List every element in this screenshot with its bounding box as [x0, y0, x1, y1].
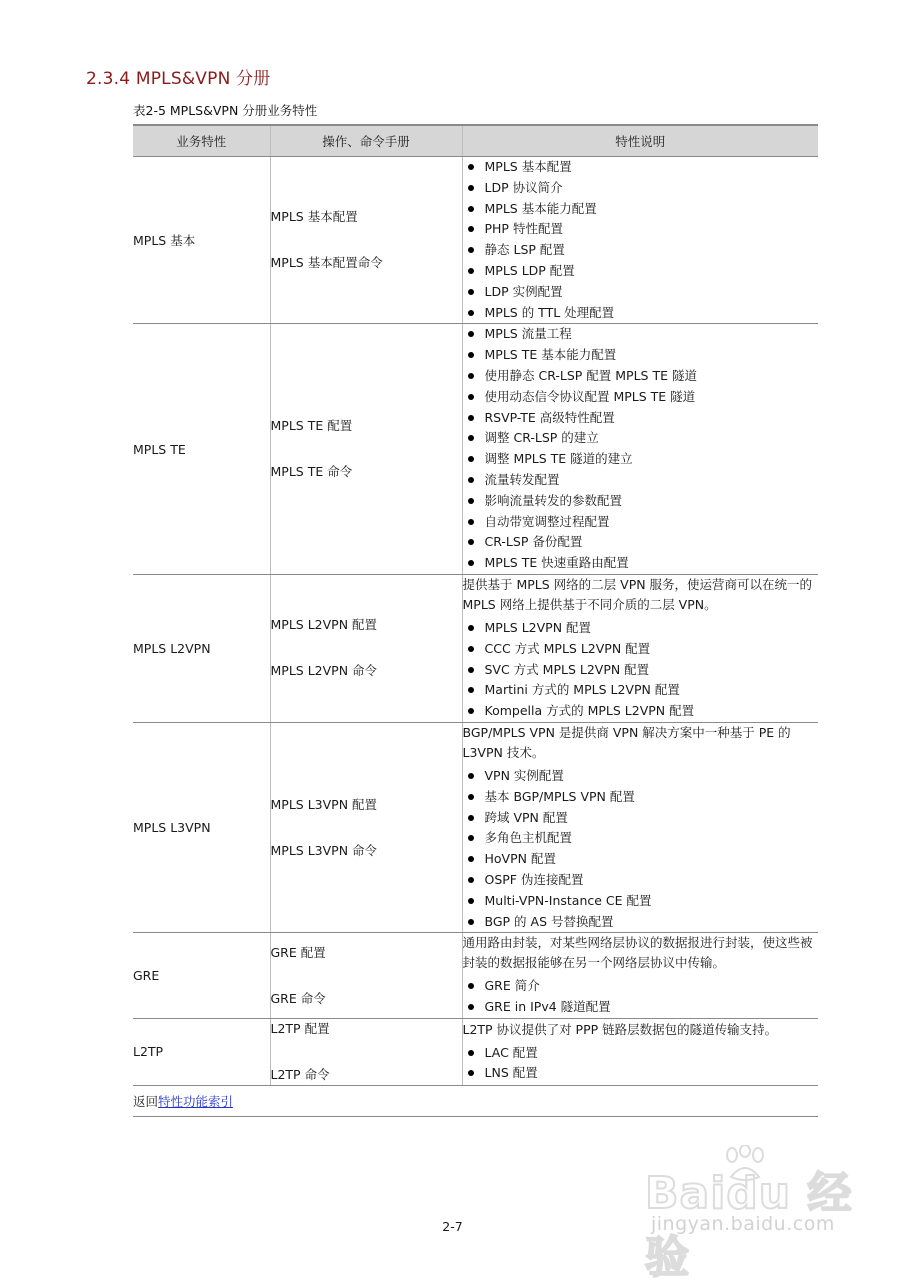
description-cell [462, 157, 818, 324]
bullet-item: 基本 BGP/MPLS VPN 配置 [463, 787, 819, 808]
header-description: 特性说明 [462, 125, 818, 157]
feature-description: 通用路由封装，对某些网络层协议的数据报进行封装，使这些被封装的数据报能够在另一个网络层协议中传输。 [462, 935, 813, 971]
manual-link: MPLS L2VPN 配置 [270, 617, 378, 633]
bullet-item: RSVP-TE 高级特性配置 [463, 408, 819, 429]
footer-prefix: 返回 [133, 1093, 159, 1109]
bullet-item: SVC 方式 MPLS L2VPN 配置 [463, 660, 819, 681]
bullet-item: 跨域 VPN 配置 [463, 808, 819, 829]
bullet-item: LNS 配置 [463, 1063, 819, 1084]
bullet-item: 静态 LSP 配置 [463, 240, 819, 261]
manual-link: MPLS TE 配置 [270, 418, 353, 434]
feature-bullet-list [463, 157, 819, 323]
bullet-item: LAC 配置 [463, 1043, 819, 1064]
description-cell [462, 324, 818, 575]
bullet-item: 多角色主机配置 [463, 828, 819, 849]
bullet-item: PHP 特性配置 [463, 219, 819, 240]
manual-link: MPLS L3VPN 命令 [270, 842, 378, 858]
bullet-item: 流量转发配置 [463, 470, 819, 491]
manuals-cell [270, 157, 462, 324]
bullet-item: Multi-VPN-Instance CE 配置 [463, 891, 819, 912]
bullet-item: 调整 CR-LSP 的建立 [463, 428, 819, 449]
feature-description: L2TP 协议提供了对 PPP 链路层数据包的隧道传输支持。 [462, 1021, 778, 1037]
manuals-cell [270, 1018, 462, 1085]
bullet-item: GRE in IPv4 隧道配置 [463, 997, 819, 1018]
bullet-item: 影响流量转发的参数配置 [463, 491, 819, 512]
page-number: 2-7 [442, 1219, 463, 1234]
description-cell [462, 1018, 818, 1085]
table-row [133, 722, 818, 932]
feature-name-cell: MPLS TE [133, 324, 270, 575]
manual-link: MPLS TE 命令 [270, 464, 353, 480]
bullet-item: MPLS 流量工程 [463, 324, 819, 345]
bullet-item: LDP 协议简介 [463, 178, 819, 199]
table-caption: 表2-5 MPLS&VPN 分册业务特性 [133, 103, 318, 118]
feature-bullet-list [463, 766, 819, 932]
table-row [133, 324, 818, 575]
table-footer-row [133, 1085, 818, 1116]
manuals-cell [270, 574, 462, 722]
manuals-cell [270, 324, 462, 575]
bullet-item: MPLS LDP 配置 [463, 261, 819, 282]
manual-link: MPLS L2VPN 命令 [270, 663, 378, 679]
manual-link: MPLS 基本配置 [270, 209, 358, 225]
feature-name-cell: MPLS L2VPN [133, 574, 270, 722]
feature-index-link[interactable]: 特性功能索引 [158, 1093, 234, 1109]
bullet-item: MPLS L2VPN 配置 [463, 618, 819, 639]
feature-bullet-list [463, 1043, 819, 1085]
bullet-item: Martini 方式的 MPLS L2VPN 配置 [463, 680, 819, 701]
feature-name-cell: L2TP [133, 1018, 270, 1085]
description-cell [462, 933, 818, 1019]
manual-link: MPLS L3VPN 配置 [270, 796, 378, 812]
bullet-item: MPLS TE 快速重路由配置 [463, 553, 819, 574]
feature-name-cell: GRE [133, 933, 270, 1019]
bullet-item: MPLS 的 TTL 处理配置 [463, 303, 819, 324]
bullet-item: 使用静态 CR-LSP 配置 MPLS TE 隧道 [463, 366, 819, 387]
bullet-item: CCC 方式 MPLS L2VPN 配置 [463, 639, 819, 660]
header-manual: 操作、命令手册 [270, 125, 462, 157]
watermark-url: jingyan.baidu.com [651, 1213, 835, 1235]
description-cell [462, 722, 818, 932]
manuals-cell [270, 933, 462, 1019]
feature-description: BGP/MPLS VPN 是提供商 VPN 解决方案中一种基于 PE 的 L3VPN 技术。 [462, 724, 791, 760]
bullet-item: VPN 实例配置 [463, 766, 819, 787]
feature-description: 提供基于 MPLS 网络的二层 VPN 服务，使运营商可以在统一的 MPLS 网络上提供基于不同介质的二层 VPN。 [462, 576, 813, 612]
feature-table [133, 124, 818, 1117]
bullet-item: 自动带宽调整过程配置 [463, 512, 819, 533]
bullet-item: BGP 的 AS 号替换配置 [463, 912, 819, 933]
bullet-item: HoVPN 配置 [463, 849, 819, 870]
table-body [133, 157, 818, 1086]
bullet-item: MPLS 基本能力配置 [463, 199, 819, 220]
feature-name-cell: MPLS 基本 [133, 157, 270, 324]
feature-bullet-list [463, 976, 819, 1018]
feature-bullet-list [463, 324, 819, 574]
table-row [133, 1018, 818, 1085]
header-feature: 业务特性 [133, 125, 270, 157]
manual-link: GRE 命令 [270, 990, 326, 1006]
watermark-logo: Baidu 经验 [645, 1168, 853, 1283]
bullet-item: 调整 MPLS TE 隧道的建立 [463, 449, 819, 470]
manual-link: MPLS 基本配置命令 [270, 255, 383, 271]
description-cell [462, 574, 818, 722]
bullet-item: CR-LSP 备份配置 [463, 532, 819, 553]
bullet-item: GRE 简介 [463, 976, 819, 997]
manual-link: L2TP 配置 [270, 1020, 330, 1036]
table-row [133, 157, 818, 324]
table-header-row [133, 125, 818, 157]
bullet-item: 使用动态信令协议配置 MPLS TE 隧道 [463, 387, 819, 408]
baidu-jingyan-watermark [645, 1145, 865, 1283]
table-row [133, 933, 818, 1019]
bullet-item: MPLS 基本配置 [463, 157, 819, 178]
bullet-item: MPLS TE 基本能力配置 [463, 345, 819, 366]
feature-bullet-list [463, 618, 819, 722]
manual-link: GRE 配置 [270, 944, 326, 960]
manuals-cell [270, 722, 462, 932]
bullet-item: LDP 实例配置 [463, 282, 819, 303]
manual-link: L2TP 命令 [270, 1066, 330, 1082]
bullet-item: OSPF 伪连接配置 [463, 870, 819, 891]
section-title: 2.3.4 MPLS&VPN 分册 [86, 69, 271, 89]
footer-cell [133, 1085, 818, 1116]
table-row [133, 574, 818, 722]
bullet-item: Kompella 方式的 MPLS L2VPN 配置 [463, 701, 819, 722]
feature-name-cell: MPLS L3VPN [133, 722, 270, 932]
